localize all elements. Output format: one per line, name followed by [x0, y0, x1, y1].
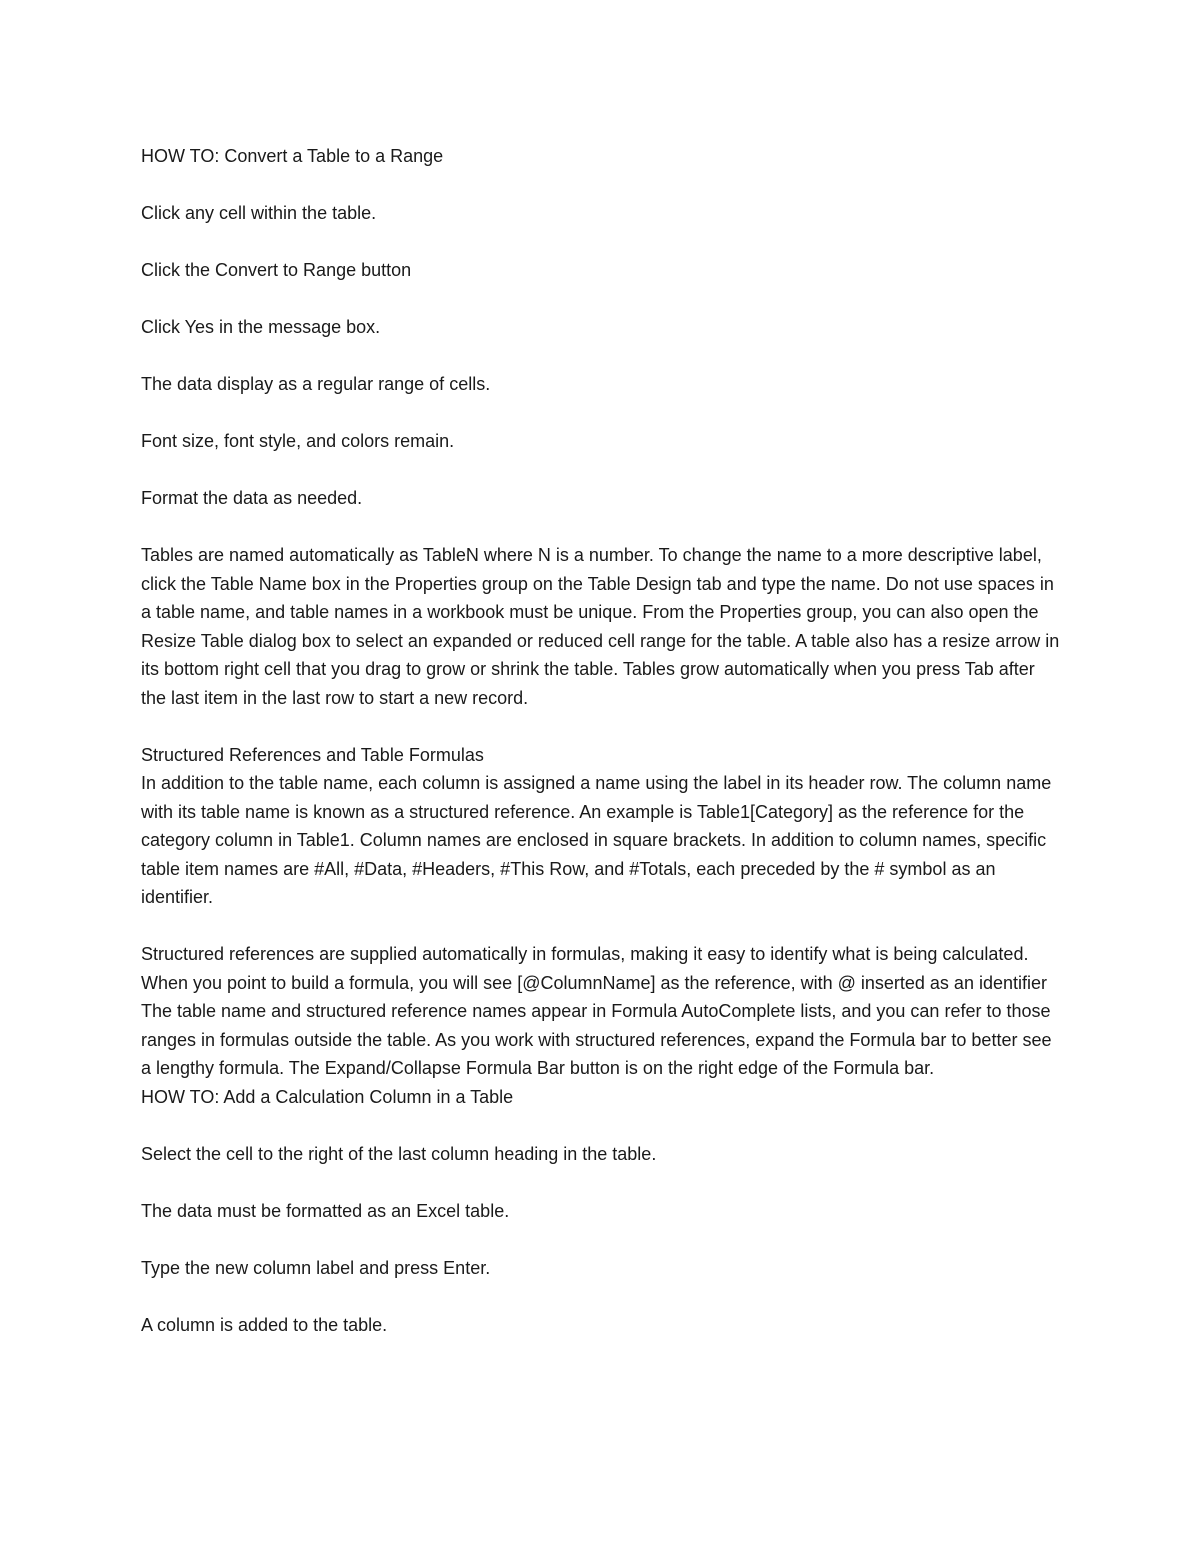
heading-structured-references: Structured References and Table Formulas [141, 744, 484, 765]
step-select-cell: Select the cell to the right of the last column heading in the table. [141, 1143, 657, 1164]
step-click-convert-button: Click the Convert to Range button [141, 260, 412, 280]
step-font-remain: Font size, font style, and colors remain. [141, 431, 455, 451]
document-body [141, 142, 1061, 1339]
step-click-yes: Click Yes in the message box. [141, 317, 381, 337]
heading-convert-table: HOW TO: Convert a Table to a Range [141, 146, 444, 166]
step-column-added: A column is added to the table. [141, 1314, 388, 1335]
step-excel-table: The data must be formatted as an Excel table. [141, 1200, 510, 1221]
paragraph-tables-named: Tables are named automatically as TableN where N is a number. To change the name to a more descriptive label, click the Table Name box in the Properties group on the Table Design tab and type the name. Do not use spaces in a table name, and table names in a workbook must be unique. From the Properties group, you can also open the Resize Table dialog box to select an expanded or reduced cell range for the table. A table also has a resize arrow in its bottom right cell that you drag to grow or shrink the table. Tables grow automatically when you press Tab after the last item in the last row to start a new record. [141, 545, 1060, 708]
paragraph-structured-references: In addition to the table name, each column is assigned a name using the label in its header row. The column name with its table name is known as a structured reference. An example is Table1[Category] as the reference for the category column in Table1. Column names are enclosed in square brackets. In addition to column names, specific table item names are #All, #Data, #Headers, #This Row, and #Totals, each preceded by the # symbol as an identifier. [141, 773, 1052, 907]
paragraph-supplied-automatically: Structured references are supplied automatically in formulas, making it easy to identify what is being calculated. When you point to build a formula, you will see [@ColumnName] as the reference, with @ inserted as an identifier The table name and structured reference names appear in Formula AutoComplete lists, and you can refer to those ranges in formulas outside the table. As you work with structured references, expand the Formula bar to better see a lengthy formula. The Expand/Collapse Formula Bar button is on the right edge of the Formula bar. [141, 944, 1052, 1078]
heading-add-calculation-column: HOW TO: Add a Calculation Column in a Table [141, 1086, 514, 1107]
step-data-display: The data display as a regular range of cells. [141, 374, 491, 394]
step-type-label: Type the new column label and press Enter. [141, 1257, 491, 1278]
step-format-data: Format the data as needed. [141, 488, 363, 508]
step-click-any-cell: Click any cell within the table. [141, 203, 377, 223]
